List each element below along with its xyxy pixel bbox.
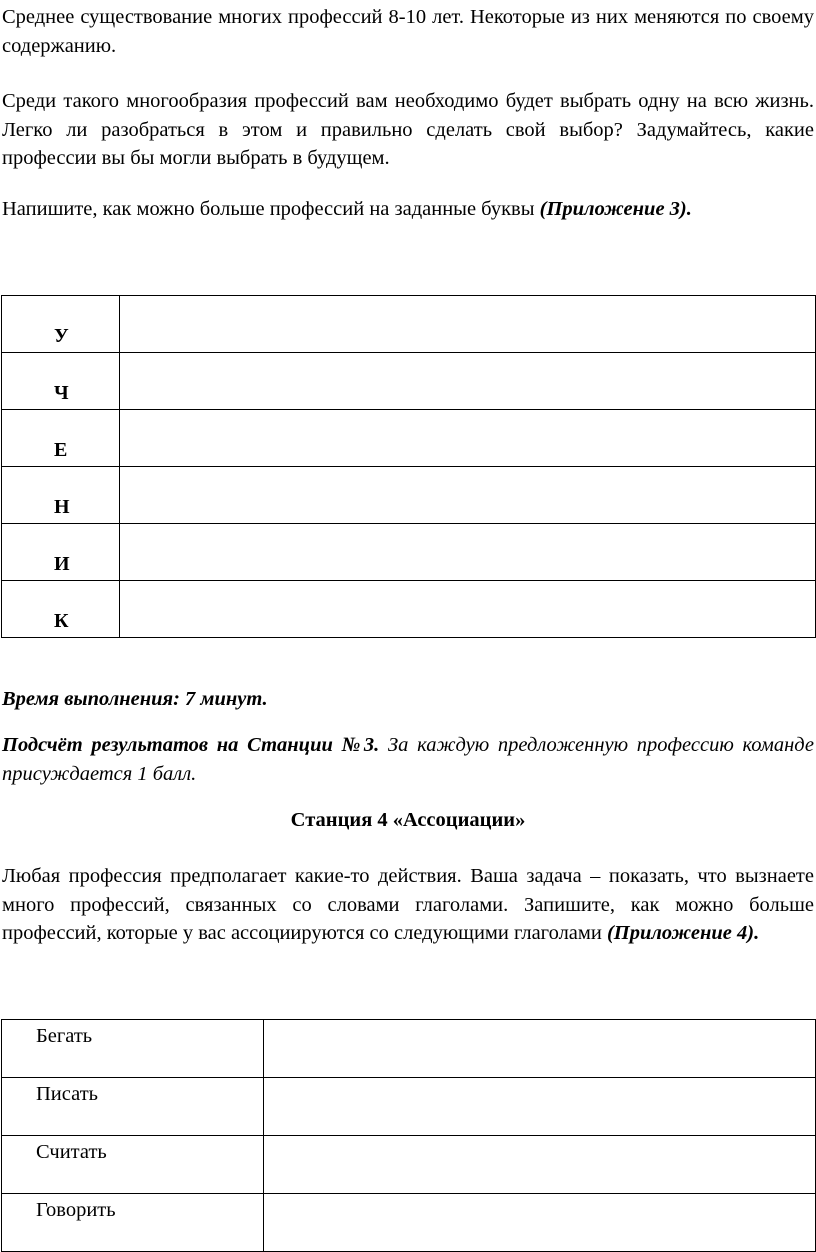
answer-cell (120, 524, 816, 581)
table-row (2, 296, 816, 353)
letter-cell: И (2, 524, 120, 581)
answer-cell (264, 1136, 816, 1194)
scoring-bold: Подсчёт результатов на Станции №3. (2, 734, 380, 756)
table-row (2, 410, 816, 467)
table-row (2, 524, 816, 581)
verb-cell: Говорить (2, 1194, 264, 1252)
table-row (2, 581, 816, 638)
table-row (2, 1078, 816, 1136)
station-4-paragraph (2, 862, 814, 948)
verb-cell: Считать (2, 1136, 264, 1194)
scoring-italic: За каждую предложенную профессию команде присуждается 1 балл. (2, 734, 814, 785)
answer-cell (120, 581, 816, 638)
table-row (2, 1194, 816, 1252)
station-4-appendix-ref: (Приложение 4). (606, 922, 760, 944)
station-4-title: Станция 4 «Ассоциации» (290, 809, 526, 831)
letter-cell: К (2, 581, 120, 638)
intro-paragraph-1: Среднее существование многих профессий 8-10 лет. Некоторые из них меняются по своему содержанию. (2, 6, 814, 57)
task-paragraph (2, 195, 814, 224)
answer-cell (264, 1020, 816, 1078)
answer-cell (264, 1194, 816, 1252)
task-appendix-ref: (Приложение 3). (539, 198, 692, 220)
answer-cell (264, 1078, 816, 1136)
letter-cell: Ч (2, 353, 120, 410)
letter-cell: Н (2, 467, 120, 524)
answer-cell (120, 296, 816, 353)
task-text: Напишите, как можно больше профессий на заданные буквы (2, 198, 540, 220)
answer-cell (120, 467, 816, 524)
verbs-table (1, 1019, 816, 1252)
table-row (2, 1136, 816, 1194)
station-4-text: Любая профессия предполагает какие-то действия. Ваша задача – показать, что вызнаете много профессий, связанных со словами глаголами. Запишите, как можно больше профессий, которые у вас ассоциируются со следующими глаголами (2, 865, 814, 944)
table-row (2, 1020, 816, 1078)
scoring-paragraph (2, 731, 814, 788)
table-row (2, 353, 816, 410)
letter-cell: Е (2, 410, 120, 467)
table-row (2, 467, 816, 524)
verb-cell: Бегать (2, 1020, 264, 1078)
time-paragraph (2, 685, 814, 714)
time-text: Время выполнения: 7 минут. (2, 688, 268, 710)
letter-cell: У (2, 296, 120, 353)
letters-table (1, 295, 816, 638)
answer-cell (120, 410, 816, 467)
intro-paragraph-2: Среди такого многообразия профессий вам необходимо будет выбрать одну на всю жизнь. Легко ли разобраться в этом и правильно сделать свой выбор? Задумайтесь, какие профессии вы бы могли выбрать в будущем. (2, 90, 814, 169)
verb-cell: Писать (2, 1078, 264, 1136)
answer-cell (120, 353, 816, 410)
